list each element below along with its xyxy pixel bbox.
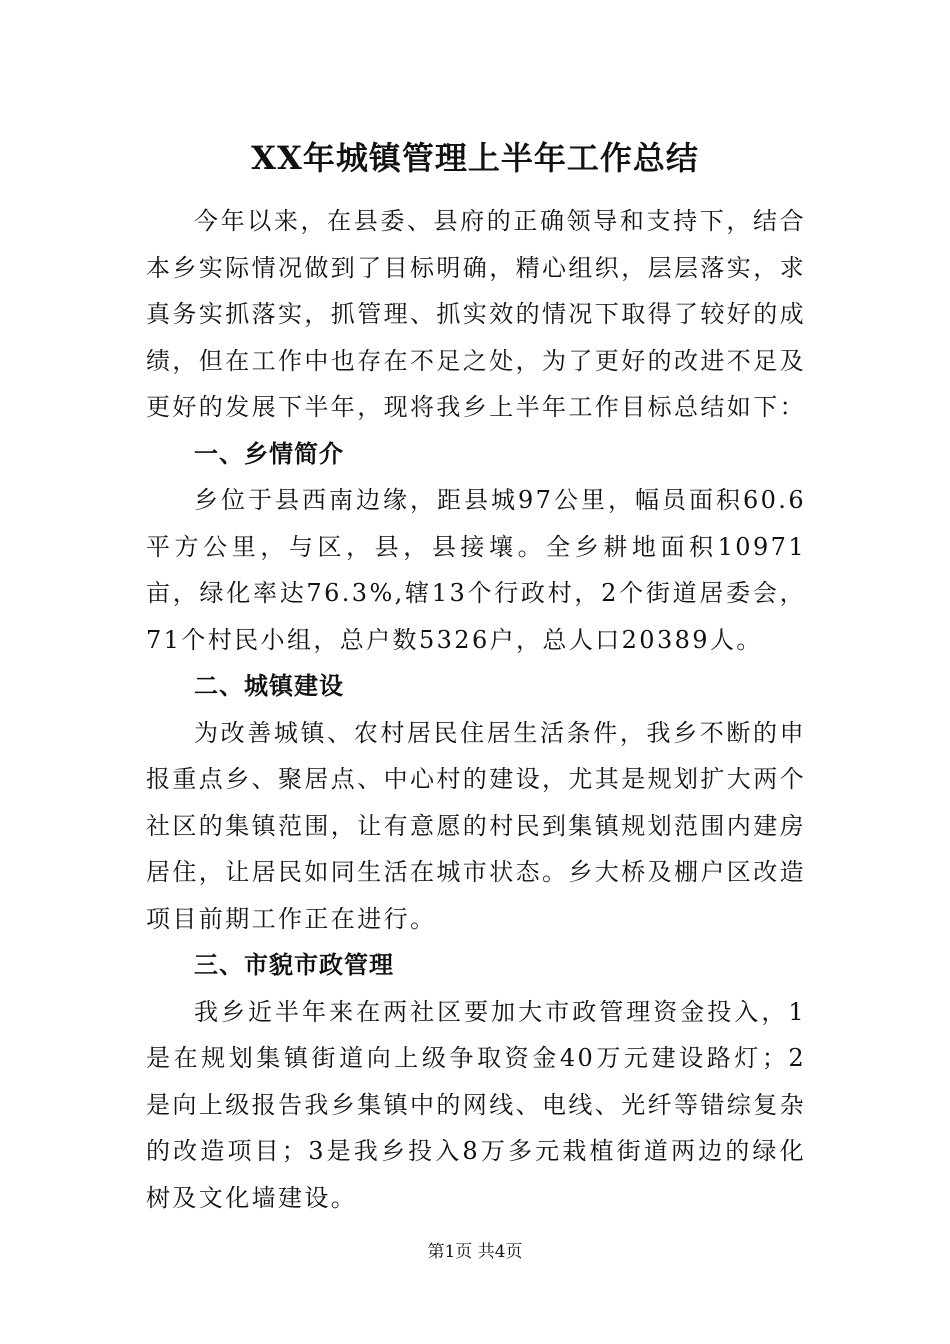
- document-body: [146, 198, 806, 1221]
- section-paragraph-municipal: 我乡近半年来在两社区要加大市政管理资金投入，1是在规划集镇街道向上级争取资金40万元建设路灯；2是向上级报告我乡集镇中的网线、电线、光纤等错综复杂的改造项目；3是我乡投入8万多元栽植街道两边的绿化树及文化墙建设。: [146, 997, 806, 1212]
- section-paragraph-construction: 为改善城镇、农村居民住居生活条件，我乡不断的申报重点乡、聚居点、中心村的建设，尤其是规划扩大两个社区的集镇范围，让有意愿的村民到集镇规划范围内建房居住，让居民如同生活在城市状态。乡大桥及棚户区改造项目前期工作正在进行。: [146, 718, 806, 933]
- section-heading-construction: 二、城镇建设: [194, 672, 344, 700]
- document-title: XX年城镇管理上半年工作总结: [251, 139, 699, 177]
- section-heading-overview: 一、乡情简介: [194, 439, 344, 468]
- section-paragraph-overview: 乡位于县西南边缘，距县城97公里，幅员面积60.6平方公里，与区，县，县接壤。全乡耕地面积10971亩，绿化率达76.3%,辖13个行政村，2个街道居委会，71个村民小组，总户数5326户，总人口20389人。: [146, 486, 806, 654]
- section-heading-municipal: 三、市貌市政管理: [194, 951, 394, 979]
- page-number: 第1页 共4页: [427, 1242, 523, 1262]
- intro-paragraph: 今年以来，在县委、县府的正确领导和支持下，结合本乡实际情况做到了目标明确，精心组织，层层落实，求真务实抓落实，抓管理、抓实效的情况下取得了较好的成绩，但在工作中也存在不足之处，为了更好的改进不足及更好的发展下半年，现将我乡上半年工作目标总结如下：: [146, 207, 806, 421]
